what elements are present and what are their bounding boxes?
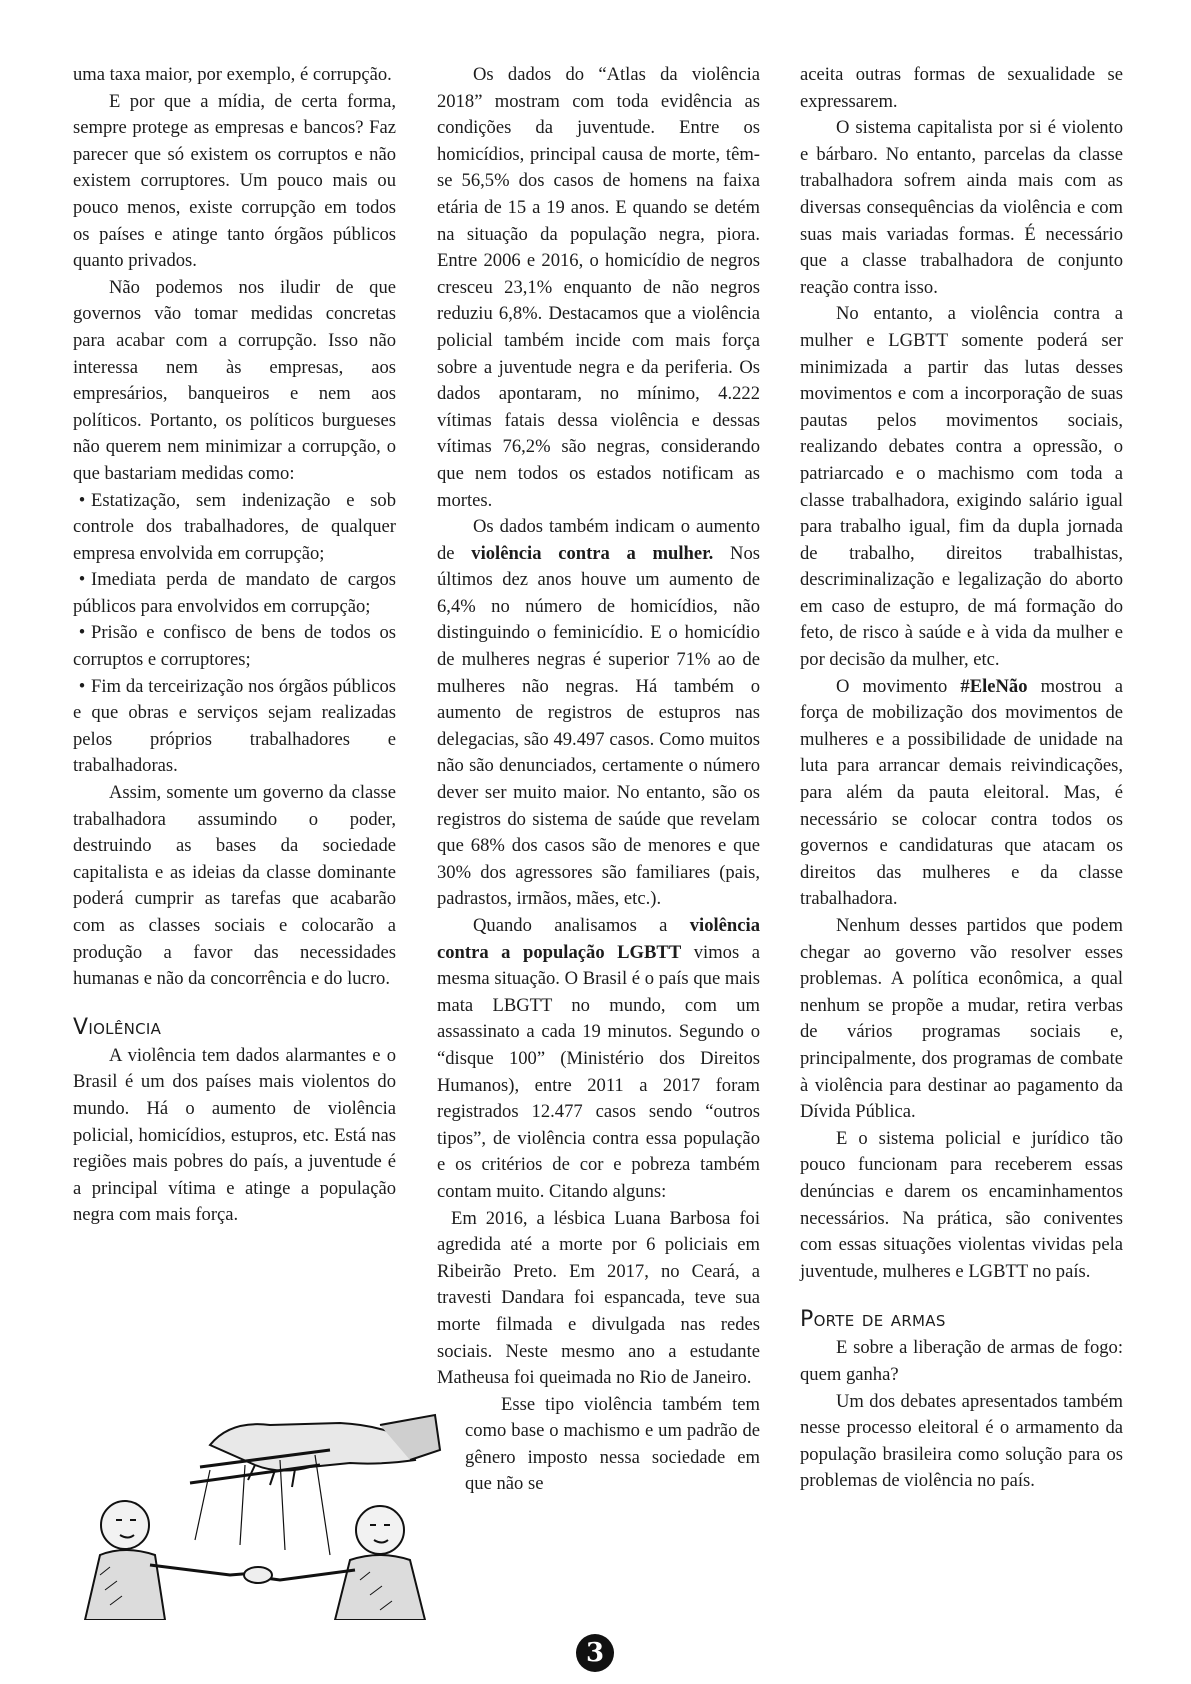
- paragraph: E por que a mídia, de certa forma, sempre protege as empresas e bancos? Faz parecer que só existem os corruptos e não existem corruptores. Um pouco mais ou pouco menos, existe corrupção em todos os países e atinge tanto órgãos públicos quanto privados.: [73, 90, 396, 272]
- bullet-item: • Estatização, sem indenização e sob controle dos trabalhadores, de qualquer empresa envolvida em corrupção;: [73, 489, 396, 564]
- section-heading-violencia: Violência: [73, 1014, 162, 1040]
- column-2: [437, 62, 760, 1498]
- bullet-icon: •: [78, 489, 86, 511]
- emphasis: violência contra a população LGBTT: [437, 915, 760, 963]
- paragraph: E o sistema policial e jurídico tão pouco funcionam para receberem essas denúncias e darem os encaminhamentos necessários. Na prática, são coniventes com essas situações violentas vividas pela juventude, mulheres e LGBTT no país.: [800, 1127, 1123, 1282]
- paragraph: O sistema capitalista por si é violento e bárbaro. No entanto, parcelas da classe trabalhadora sofrem ainda mais com as diversas consequências da violência e com suas mais variadas formas. É necessário que a classe trabalhadora de conjunto reação contra isso.: [800, 117, 1123, 298]
- paragraph: Os dados também indicam o aumento de violência contra a mulher. Nos últimos dez anos houve um aumento de 6,4% no número de homicídios, não distinguindo o feminicídio. E o homicídio de mulheres negras é superior 71% ao de mulheres não negras. Há também o aumento de registros de estupros nas delegacias, são 49.497 casos. Como muitos não são denunciados, certamente o número dever ser muito maior. No entanto, são os registros do sistema de saúde que revelam que 68% dos casos são de menores e que 30% dos agressores são familiares (pais, padrastos, irmãos, mães, etc.).: [437, 516, 760, 910]
- paragraph: Assim, somente um governo da classe trabalhadora assumindo o poder, destruindo as bases da sociedade capitalista e as ideias da classe dominante poderá cumprir as tarefas que acabarão com as classes sociais e colocarão a produção a favor das necessidades humanas e não da concorrência e do lucro.: [73, 782, 396, 990]
- quote-paragraph: Esse tipo violência também tem como base o machismo e um padrão de gênero imposto nessa sociedade em que não se: [465, 1393, 760, 1495]
- paragraph: Quando analisamos a violência contra a população LGBTT vimos a mesma situação. O Brasil é o país que mais mata LBGTT no mundo, com um assassinato a cada 19 minutos. Segundo o “disque 100” (Ministério dos Direitos Humanos), entre 2011 a 2017 foram registrados 12.477 casos sendo “outros tipos”, de violência contra essa população e os critérios de cor e pobreza também contam muito. Citando alguns:: [437, 915, 760, 1202]
- column-3: [800, 62, 1123, 1495]
- page-number: 3: [576, 1634, 614, 1672]
- hashtag: #EleNão: [960, 675, 1028, 697]
- paragraph: Os dados do “Atlas da violência 2018” mostram com toda evidência as condições da juventude. Entre os homicídios, principal causa de morte, têm-se 56,5% dos casos de homens na faixa etária de 15 a 19 anos. E quando se detém na situação da população negra, piora. Entre 2006 e 2016, o homicídio de negros cresceu 23,1% enquanto de não negros reduziu 6,8%. Destacamos que a violência policial também incide com mais força sobre a juventude negra e da periferia. Os dados apontaram, no mínimo, 4.222 vítimas fatais dessa violência e dessas vítimas 76,2% são negras, considerando que nem todos os estados notificam as mortes.: [437, 64, 760, 511]
- paragraph: uma taxa maior, por exemplo, é corrupção.: [73, 64, 392, 85]
- bullet-icon: •: [78, 569, 86, 591]
- paragraph: No entanto, a violência contra a mulher e LGBTT somente poderá ser minimizada a partir das lutas desses movimentos e com a incorporação de suas pautas pelos movimentos sociais, realizando debates contra a opressão, o patriarcado e o machismo com toda a classe trabalhadora, exigindo salário igual para trabalho igual, fim da dupla jornada de trabalho, direitos trabalhistas, descriminalização e legalização do aborto em caso de estupro, de má formação do feto, de risco à saúde e à vida da mulher e por decisão da mulher, etc.: [800, 303, 1123, 671]
- bullet-item: • Fim da terceirização nos órgãos públicos e que obras e serviços sejam realizadas pelos próprios trabalhadores e trabalhadoras.: [73, 675, 396, 777]
- paragraph: Nenhum desses partidos que podem chegar ao governo vão resolver esses problemas. A política econômica, a qual nenhum se propõe a mudar, retira verbas de vários programas sociais e, principalmente, dos programas de combate à violência para destinar ao pagamento da Dívida Pública.: [800, 915, 1123, 1123]
- bullet-icon: •: [78, 675, 86, 697]
- paragraph: Não podemos nos iludir de que governos vão tomar medidas concretas para acabar com a corrupção. Isso não interessa nem às empresas, aos empresários, banqueiros e nem aos políticos. Portanto, os políticos burgueses não querem nem minimizar a corrupção, o que bastariam medidas como:: [73, 276, 396, 484]
- paragraph: A violência tem dados alarmantes e o Brasil é um dos países mais violentos do mundo. Há o aumento de violência policial, homicídios, estupros, etc. Está nas regiões mais pobres do país, a juventude é a principal vítima e atinge a população negra com mais força.: [73, 1044, 396, 1226]
- emphasis: violência contra a mulher.: [471, 542, 714, 564]
- paragraph: E sobre a liberação de armas de fogo: quem ganha?: [800, 1337, 1123, 1385]
- bullet-item: • Prisão e confisco de bens de todos os corruptos e corruptores;: [73, 622, 396, 671]
- paragraph: aceita outras formas de sexualidade se expressarem.: [800, 64, 1123, 112]
- paragraph: O movimento #EleNão mostrou a força de mobilização dos movimentos de mulheres e a possibilidade de unidade na luta para arrancar demais reivindicações, para além da pauta eleitoral. Mas, é necessário se colocar contra todos os governos e candidaturas que atacam os direitos das mulheres e da classe trabalhadora.: [800, 675, 1123, 910]
- section-heading-porte-de-armas: Porte de armas: [800, 1307, 946, 1333]
- bullet-item: • Imediata perda de mandato de cargos públicos para envolvidos em corrupção;: [73, 569, 396, 617]
- cartoon-illustration: [80, 1405, 450, 1620]
- quote-paragraph: Em 2016, a lésbica Luana Barbosa foi agredida até a morte por 6 policiais em Ribeirão Preto. Em 2017, no Ceará, a travesti Dandara foi espancada, teve sua morte filmada e divulgada nas redes sociais. Neste mesmo ano a estudante Matheusa foi queimada no Rio de Janeiro.: [437, 1207, 760, 1389]
- column-1: [73, 62, 396, 1229]
- paragraph: Um dos debates apresentados também nesse processo eleitoral é o armamento da população brasileira como solução para os problemas de violência no país.: [800, 1390, 1123, 1492]
- bullet-icon: •: [78, 622, 86, 644]
